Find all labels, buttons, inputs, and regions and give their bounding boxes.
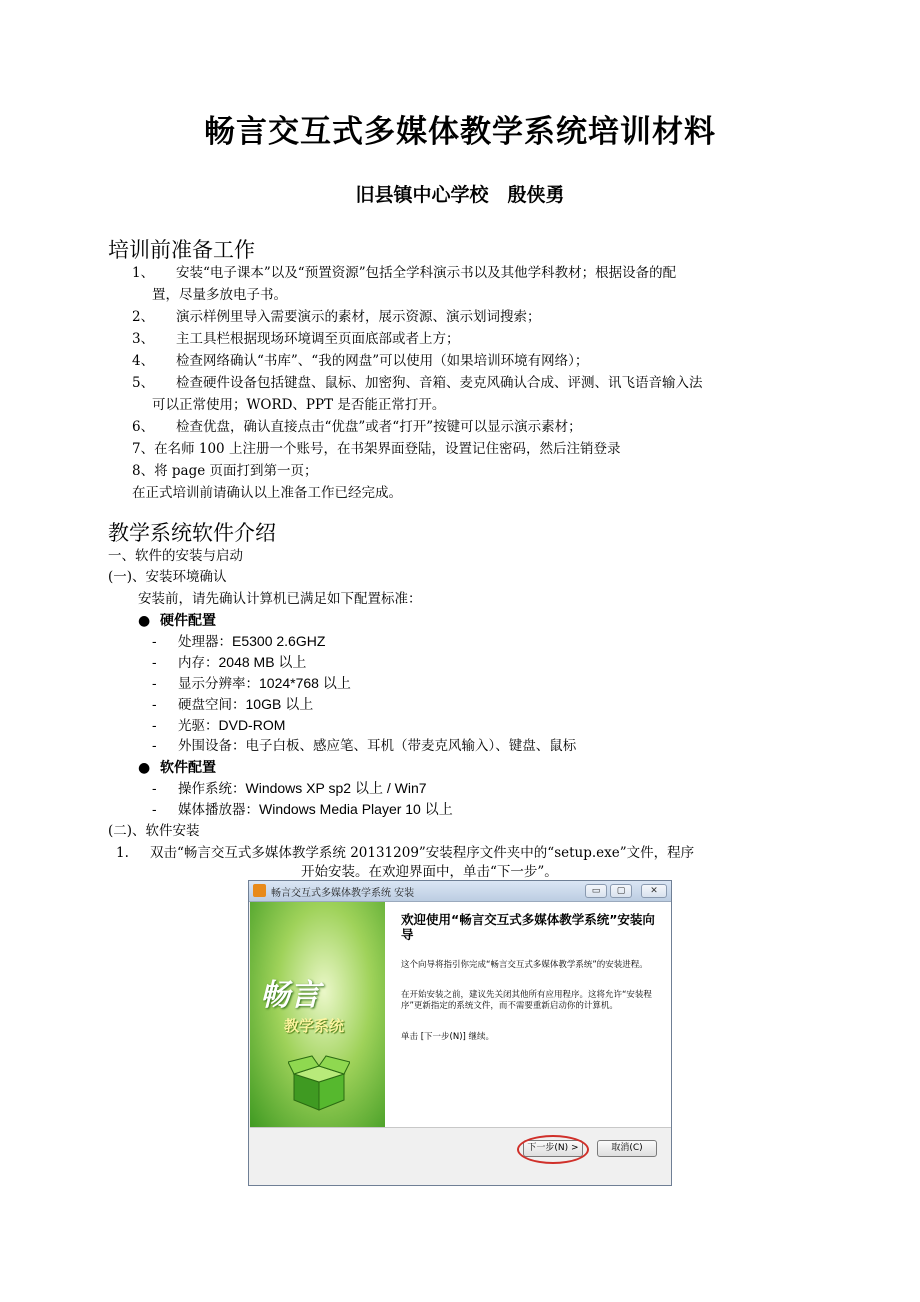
prep-item-6	[132, 417, 582, 438]
item-number: 6、	[132, 419, 155, 435]
hw-title: 硬件配置	[159, 613, 216, 629]
prep-item-7: 7、在名师 100 上注册一个账号，在书架界面登陆，设置记住密码，然后注销登录	[132, 441, 621, 457]
app-icon	[253, 884, 266, 897]
highlight-circle	[517, 1135, 589, 1164]
dash-icon: -	[152, 634, 157, 650]
hw-label: 处理器：	[178, 634, 232, 650]
sw-value: Windows Media Player 10 以上	[259, 801, 453, 817]
item-number: 3、	[132, 331, 155, 347]
hw-value: 电子白板、感应笔、耳机（带麦克风输入）、键盘、鼠标	[245, 738, 577, 754]
item-number: 5、	[132, 375, 155, 391]
item-number: 1、	[132, 265, 155, 281]
dash-icon: -	[152, 738, 157, 754]
item-text: 主工具栏根据现场环境调至页面底部或者上方；	[176, 331, 460, 347]
cancel-button[interactable]: 取消(C)	[597, 1140, 657, 1157]
dash-icon: -	[152, 781, 157, 797]
sw-label: 操作系统：	[178, 781, 246, 797]
sw-item	[152, 778, 427, 800]
prep-item-1	[132, 263, 676, 284]
sw-value: Windows XP sp2 以上 / Win7	[245, 780, 427, 796]
item-text: 演示样例里导入需要演示的素材，展示资源、演示划词搜索；	[176, 309, 541, 325]
item-text: 检查硬件设备包括键盘、鼠标、加密狗、音箱、麦克风确认合成、评测、讯飞语音输入法	[176, 375, 703, 391]
hw-label: 硬盘空间：	[178, 697, 246, 713]
brand-logo: 畅言	[260, 978, 320, 1013]
hw-item	[152, 652, 306, 674]
maximize-icon[interactable]: ▢	[610, 884, 632, 898]
hw-value: 1024*768 以上	[259, 675, 351, 691]
hw-label: 外围设备：	[178, 738, 246, 754]
hw-item	[152, 736, 576, 757]
dash-icon: -	[152, 802, 157, 818]
prep-item-5	[132, 373, 703, 394]
step-number: 1.	[116, 845, 129, 861]
gift-box-icon	[288, 1052, 350, 1112]
hw-value: 10GB 以上	[245, 696, 314, 712]
bullet-icon: ●	[138, 613, 151, 629]
prep-item-3	[132, 329, 460, 350]
hw-value: E5300 2.6GHZ	[232, 633, 326, 649]
hw-item	[152, 631, 325, 653]
brand-subtitle: 教学系统	[284, 1017, 345, 1035]
hw-label: 光驱：	[178, 718, 219, 734]
advice-paragraph: 在开始安装之前，建议先关闭其他所有应用程序。这将允许“安装程序”更新指定的系统文件，而不需要重新启动你的计算机。	[401, 990, 652, 1011]
dash-icon: -	[152, 697, 157, 713]
prep-item-4	[132, 351, 588, 372]
prep-item-8: 8、将 page 页面打到第一页；	[132, 463, 318, 479]
item-number: 2、	[132, 309, 155, 325]
item-text: 安装“电子课本”以及“预置资源”包括全学科演示书以及其他学科教材；根据设备的配	[176, 265, 677, 281]
hw-value: DVD-ROM	[218, 717, 286, 733]
hw-item	[152, 715, 285, 737]
author-line: 旧县镇中心学校 殷侠勇	[355, 184, 565, 206]
prep-item-1-cont: 置，尽量多放电子书。	[152, 287, 287, 303]
hw-item	[152, 673, 351, 695]
dash-icon: -	[152, 676, 157, 692]
prep-note: 在正式培训前请确认以上准备工作已经完成。	[132, 485, 402, 501]
close-icon[interactable]: ✕	[641, 884, 667, 898]
intro-paragraph: 这个向导将指引你完成“畅言交互式多媒体教学系统”的安装进程。	[401, 960, 648, 970]
continue-paragraph: 单击 [下一步(N)] 继续。	[401, 1032, 495, 1042]
installer-titlebar	[249, 881, 671, 902]
sub-env-check: (一)、安装环境确认	[108, 569, 227, 585]
hw-item	[152, 694, 313, 716]
installer-banner	[250, 902, 385, 1127]
dash-icon: -	[152, 718, 157, 734]
sw-heading	[138, 757, 216, 777]
minimize-icon[interactable]: ▭	[585, 884, 607, 898]
step-text: 双击“畅言交互式多媒体教学系统 20131209”安装程序文件夹中的“setup.exe”文件，程序	[150, 845, 695, 861]
installer-window	[248, 880, 672, 1186]
hw-label: 显示分辨率：	[178, 676, 259, 692]
sw-label: 媒体播放器：	[178, 802, 259, 818]
sw-title: 软件配置	[159, 760, 216, 776]
next-button[interactable]: 下一步(N) >	[523, 1140, 583, 1157]
dash-icon: -	[152, 655, 157, 671]
item-text: 检查优盘，确认直接点击“优盘”或者“打开”按键可以显示演示素材；	[176, 419, 582, 435]
intro-heading: 教学系统软件介绍	[108, 521, 276, 545]
installer-title: 畅言交互式多媒体教学系统 安装	[271, 888, 415, 899]
page-title: 畅言交互式多媒体教学系统培训材料	[204, 114, 716, 150]
installer-content	[385, 902, 671, 1127]
step-1	[116, 843, 694, 864]
prep-item-5-cont: 可以正常使用；WORD、PPT 是否能正常打开。	[152, 397, 446, 413]
welcome-heading: 欢迎使用“畅言交互式多媒体教学系统”安装向导	[401, 912, 655, 942]
item-number: 4、	[132, 353, 155, 369]
prep-item-2	[132, 307, 541, 328]
env-intro: 安装前，请先确认计算机已满足如下配置标准：	[138, 591, 422, 607]
bullet-icon: ●	[138, 760, 151, 776]
hw-heading	[138, 610, 216, 630]
prep-heading: 培训前准备工作	[108, 238, 255, 262]
hw-label: 内存：	[178, 655, 219, 671]
sw-item	[152, 799, 453, 821]
sub-software-install: (二)、软件安装	[108, 823, 200, 839]
hw-value: 2048 MB 以上	[218, 654, 307, 670]
step-1-cont: 开始安装。在欢迎界面中，单击“下一步”。	[301, 864, 558, 880]
button-separator	[250, 1127, 671, 1128]
section-install: 一、软件的安装与启动	[108, 548, 243, 564]
item-text: 检查网络确认“书库”、“我的网盘”可以使用（如果培训环境有网络）；	[176, 353, 589, 369]
